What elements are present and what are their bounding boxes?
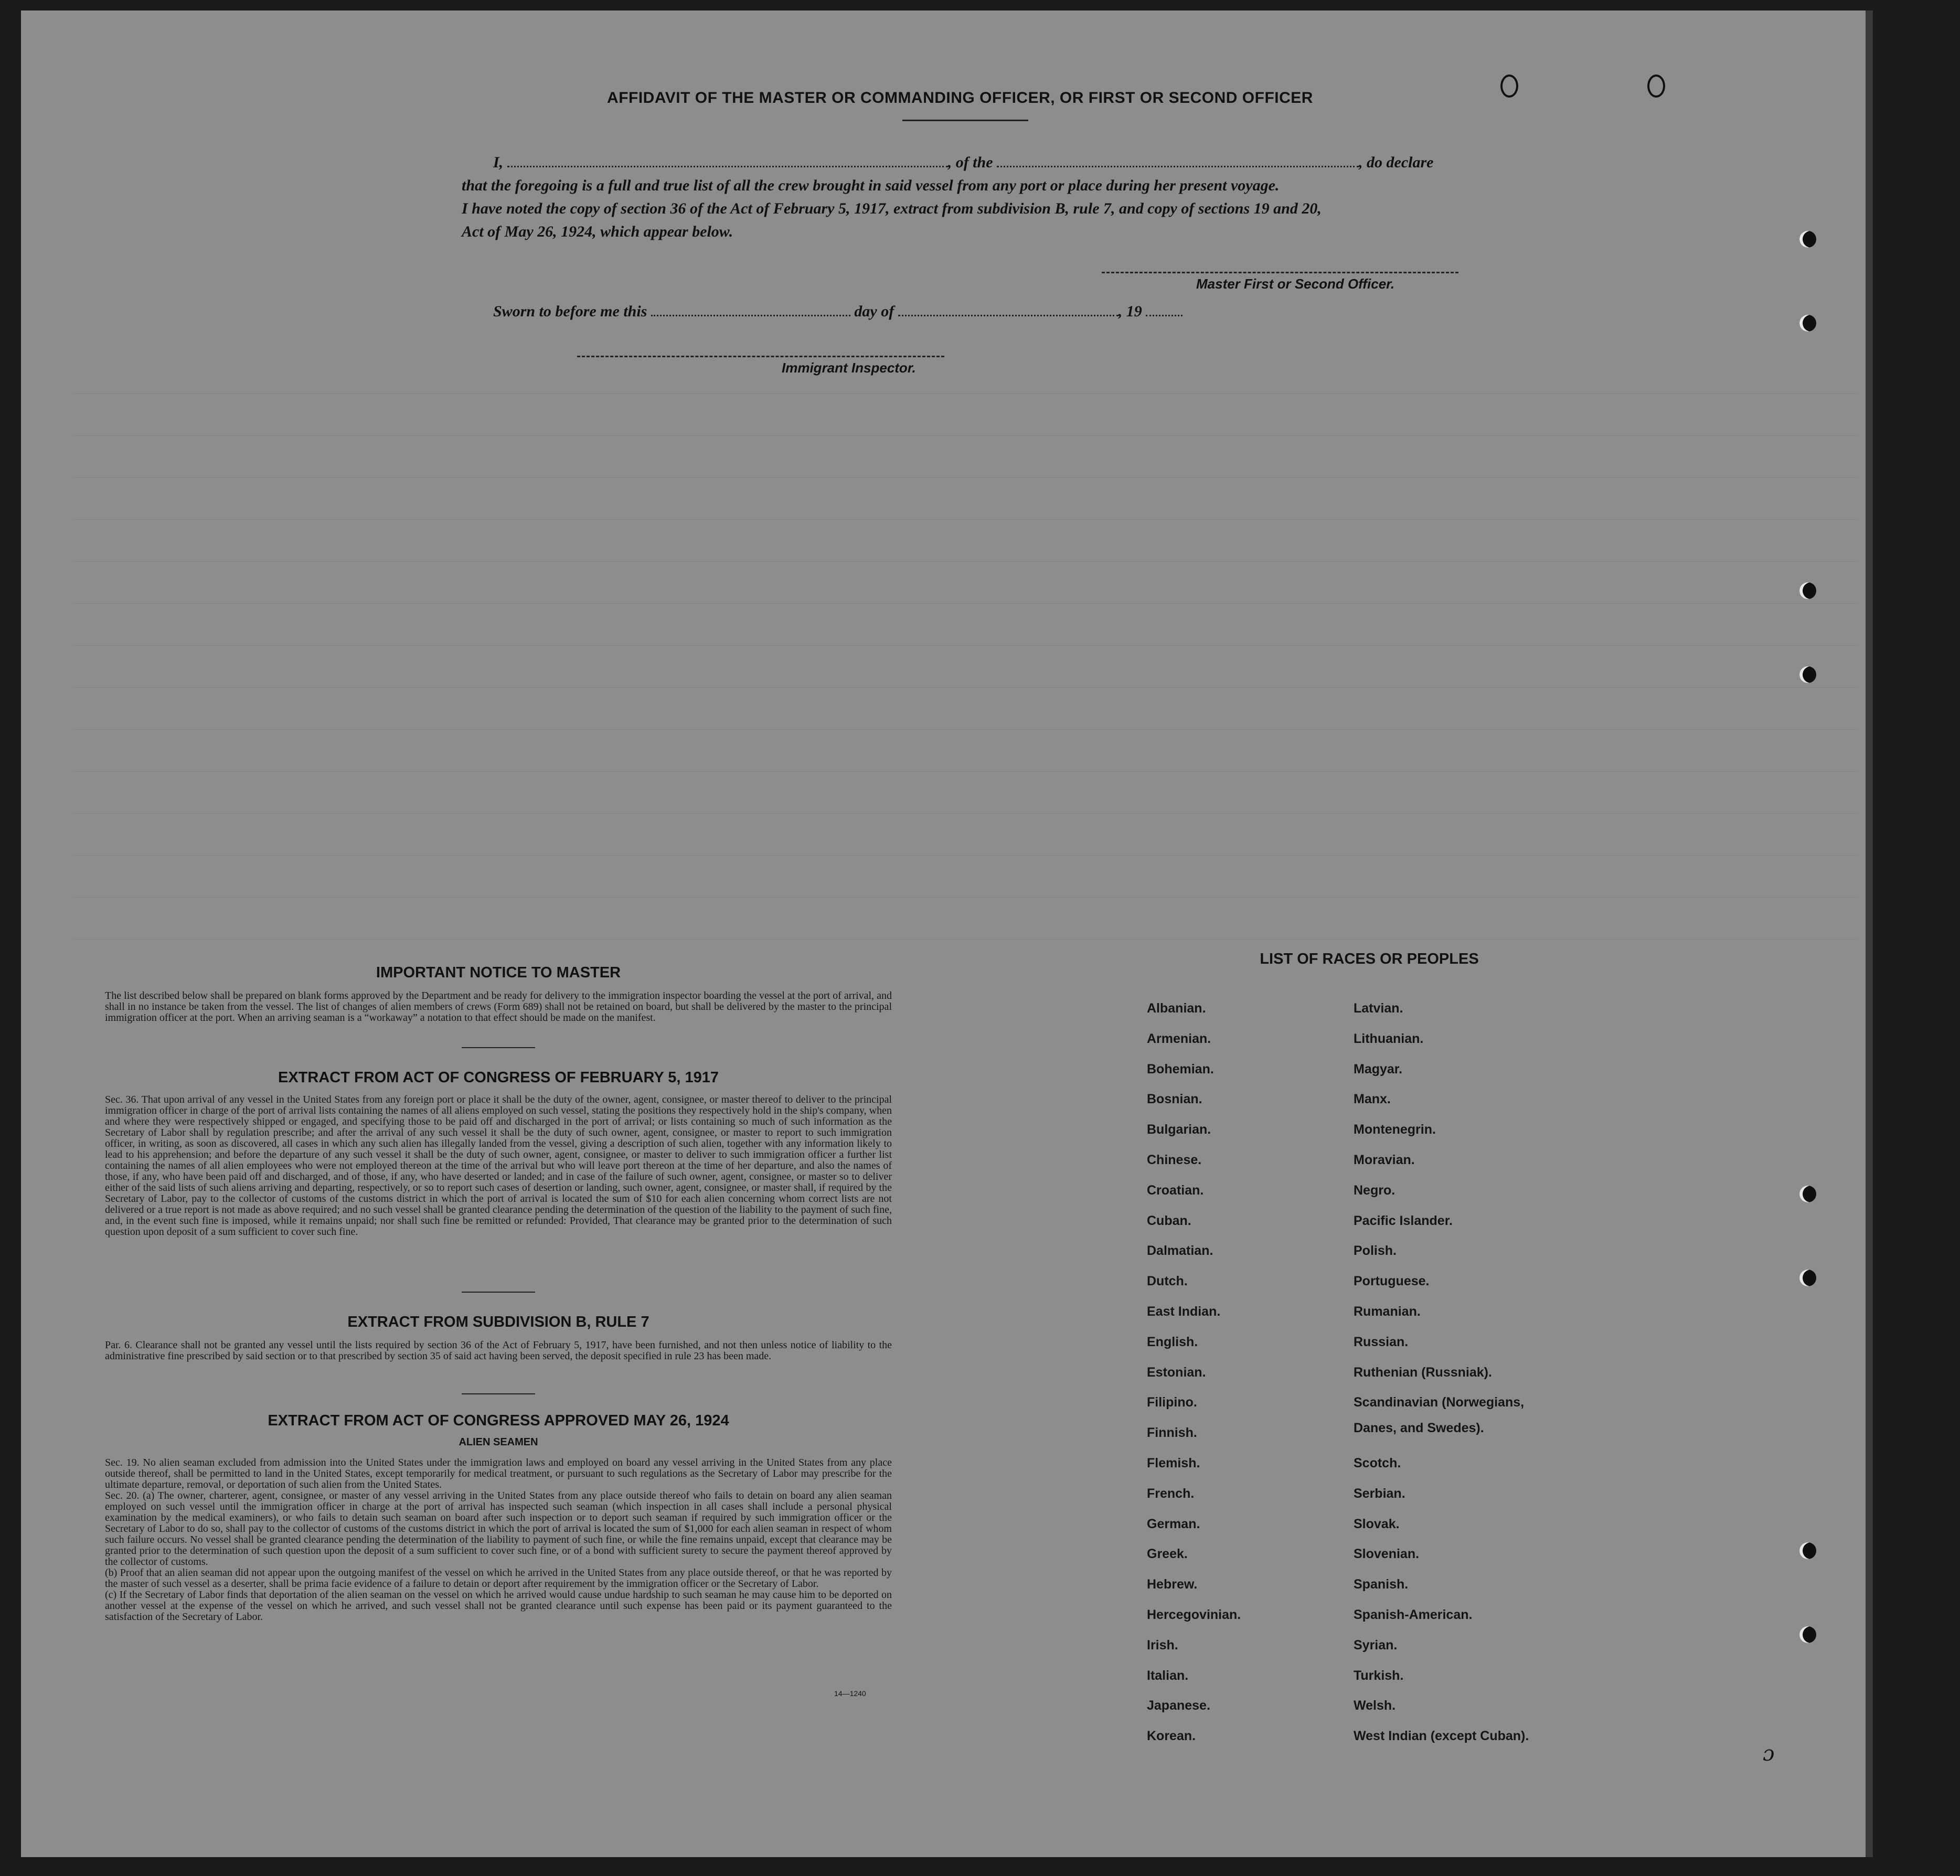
divider: [462, 1393, 535, 1394]
race-item: Albanian.: [1147, 1001, 1206, 1016]
circle-mark: [1647, 74, 1665, 98]
races-heading: LIST OF RACES OR PEOPLES: [1260, 951, 1479, 967]
affidavit-title: AFFIDAVIT OF THE MASTER OR COMMANDING OFFICER, OR FIRST OR SECOND OFFICER: [607, 89, 1313, 106]
race-item: Cuban.: [1147, 1213, 1191, 1228]
race-item: Serbian.: [1354, 1486, 1405, 1501]
race-item: West Indian (except Cuban).: [1354, 1729, 1529, 1744]
race-item: Chinese.: [1147, 1153, 1202, 1167]
race-item: Croatian.: [1147, 1182, 1204, 1198]
sec20b-text: (b) Proof that an alien seaman did not appear upon the outgoing manifest of the vessel on which he arrived in the United States from any place outside thereof, or that he was reported by the master of such vessel as a deserter, shall be prima facie evidence of a failure to detain or deport after requirement by the immigration officer or the Secretary of Labor.: [105, 1567, 892, 1590]
race-item: Slovenian.: [1354, 1547, 1420, 1562]
race-item: Hercegovinian.: [1147, 1607, 1241, 1622]
race-item: Armenian.: [1147, 1031, 1211, 1046]
decl-declare: , do declare: [1359, 154, 1434, 171]
race-item: East Indian.: [1147, 1304, 1221, 1319]
sec20c-text: (c) If the Secretary of Labor finds that deportation of the alien seaman on the vessel on which he arrived would cause undue hardship to such seaman he may cause him to be deported on another vessel at the expense of the vessel on which he arrived, and such vessel shall not be granted clearance until such expense has been paid or its payment guaranteed to the satisfaction of the Secretary of Labor.: [105, 1589, 892, 1623]
race-item: English.: [1147, 1334, 1198, 1349]
race-item: Portuguese.: [1354, 1274, 1430, 1289]
race-item: Manx.: [1354, 1092, 1391, 1107]
declaration-line-1: [462, 151, 1479, 174]
notice-heading: IMPORTANT NOTICE TO MASTER: [376, 964, 621, 981]
race-item: Scandinavian (Norwegians,: [1354, 1395, 1525, 1410]
race-item: Irish.: [1147, 1637, 1178, 1653]
alien-seamen-subheading: ALIEN SEAMEN: [459, 1436, 538, 1448]
form-number: 14—1240: [834, 1689, 866, 1698]
sec20a-text: Sec. 20. (a) The owner, charterer, agent, consignee, or master of any vessel arriving in the United States from any place outside thereof who fails to detain on board any alien seaman employed on such vessel until the immigration officer in charge at the port of arrival has inspected such seaman (which inspection in all cases shall include a personal physical examination by the medical examiners), or who fails to detain such seaman on board after such inspection or to deport such seaman if required by such immigration officer or the Secretary of Labor to do so, shall pay to the collector of customs of the customs district in which the port of arrival is located the sum of $1,000 for each alien seaman in respect of whom such failure occurs. No vessel shall be granted clearance pending the determination of the liability to payment of such fine, or while the fine remains unpaid, except that clearance may be granted prior to the determination of such question upon the deposit of a sum sufficient to cover such fine, or of a bond with sufficient surety to secure the payment thereof approved by the collector of customs.: [105, 1490, 892, 1568]
sec19-text: Sec. 19. No alien seaman excluded from admission into the United States under the immigration laws and employed on board any vessel arriving in the United States from any place outside thereof, shall be permitted to land in the United States, except temporarily for medical treatment, or pursuant to such regulations as the Secretary of Labor may prescribe for the ultimate departure, removal, or deportation of such alien from the United States.: [105, 1457, 892, 1490]
punch-hole: [1799, 231, 1816, 248]
title-rule: [902, 120, 1028, 121]
race-item: Bulgarian.: [1147, 1122, 1211, 1137]
sworn-line: [462, 300, 1479, 323]
race-item: Rumanian.: [1354, 1304, 1421, 1319]
declaration-line-3: I have noted the copy of section 36 of the Act of February 5, 1917, extract from subdivision B, rule 7, and copy of sections 19 and 20,: [462, 200, 1322, 217]
circle-mark: [1500, 74, 1518, 98]
punch-hole: [1799, 1626, 1816, 1643]
race-item: Syrian.: [1354, 1637, 1398, 1653]
punch-hole: [1799, 1186, 1816, 1202]
declaration-line-4: Act of May 26, 1924, which appear below.: [462, 223, 733, 240]
punch-hole: [1799, 1270, 1816, 1286]
divider: [462, 1047, 535, 1048]
punch-hole: [1799, 582, 1816, 599]
race-item: Montenegrin.: [1354, 1122, 1436, 1137]
race-item: Dalmatian.: [1147, 1243, 1213, 1259]
race-item: Latvian.: [1354, 1001, 1403, 1016]
race-item: Japanese.: [1147, 1698, 1210, 1713]
race-item: Flemish.: [1147, 1456, 1200, 1470]
race-item: Slovak.: [1354, 1516, 1400, 1531]
extract-1924-heading: EXTRACT FROM ACT OF CONGRESS APPROVED MAY 26, 1924: [268, 1412, 729, 1429]
race-item: Spanish-American.: [1354, 1607, 1473, 1622]
race-item: Estonian.: [1147, 1365, 1206, 1380]
race-item: Filipino.: [1147, 1395, 1197, 1410]
race-item: Bohemian.: [1147, 1061, 1214, 1076]
vessel-blank[interactable]: [997, 154, 1359, 167]
handwritten-mark: ɔ: [1763, 1742, 1775, 1766]
punch-hole: [1799, 315, 1816, 332]
divider: [462, 1292, 535, 1293]
decl-i: I,: [493, 154, 504, 171]
sworn-year-label: , 19: [1118, 303, 1142, 320]
race-item: Welsh.: [1354, 1698, 1396, 1713]
race-item: Pacific Islander.: [1354, 1213, 1453, 1228]
manifest-page: [21, 10, 1873, 1857]
punch-hole: [1799, 1542, 1816, 1559]
race-item: Negro.: [1354, 1182, 1396, 1198]
sworn-year-blank[interactable]: [1146, 303, 1183, 316]
decl-of-the: , of the: [947, 154, 993, 171]
race-item: Dutch.: [1147, 1274, 1188, 1289]
race-item: Korean.: [1147, 1729, 1196, 1744]
race-item: Bosnian.: [1147, 1092, 1202, 1107]
extract-rule7-heading: EXTRACT FROM SUBDIVISION B, RULE 7: [347, 1314, 649, 1330]
extract-1924-text: [105, 1457, 892, 1623]
sworn-prefix: Sworn to before me this: [493, 303, 647, 320]
race-item: Finnish.: [1147, 1425, 1197, 1441]
name-blank[interactable]: [507, 154, 948, 167]
race-item: Moravian.: [1354, 1153, 1415, 1167]
inspector-signature-line[interactable]: [577, 356, 944, 357]
race-item: Greek.: [1147, 1547, 1188, 1562]
race-item: German.: [1147, 1516, 1200, 1531]
race-item: Danes, and Swedes).: [1354, 1421, 1484, 1435]
master-signature-line[interactable]: [1102, 272, 1458, 273]
race-item: Italian.: [1147, 1668, 1189, 1683]
extract-1917-text: Sec. 36. That upon arrival of any vessel in the United States from any foreign port or place it shall be the duty of the owner, agent, consignee, or master thereof to deliver to the principal immigration officer in charge of the port of arrival lists containing the names of all aliens employed on such vessel, stating the positions they respectively hold in the ship's company, when and where they were respectively shipped or engaged, and specifying those to be paid off and discharged in the port of arrival; or lists containing so much of such information as the Secretary of Labor shall by regulation prescribe; and after the arrival of any such vessel it shall be the duty of such owner, agent, consignee, or master to report to such immigration officer, in writing, as soon as discovered, all cases in which any such alien has illegally landed from the vessel, giving a description of such alien, together with any information likely to lead to his apprehension; and before the departure of any such vessel it shall be the duty of such owner, agent, consignee, or master to deliver to such immigration officer a further list containing the names of all alien employees who were not employed thereon at the time of the arrival but who will leave port thereon at the time of her departure, and also the names of those, if any, who have been paid off and discharged, and of those, if any, who have deserted or landed; and in case of the failure of such owner, agent, consignee, or master so to deliver either of the said lists of such aliens arriving and departing, respectively, or so to report such cases of desertion or landing, such owner, agent, consignee, or master shall, if required by the Secretary of Labor, pay to the collector of customs of the customs district in which the port of arrival is located the sum of $10 for each alien concerning whom correct lists are not delivered or a true report is not made as above required; and no such vessel shall be granted clearance pending the determination of the question of the liability to the payment of such fine, and, in the event such fine is imposed, while it remains unpaid; nor shall such fine be remitted or refunded: Provided, That clearance may be granted prior to the determination of such question upon deposit of a sum sufficient to cover such fine.: [105, 1094, 892, 1238]
race-item: Ruthenian (Russniak).: [1354, 1365, 1492, 1380]
extract-rule7-text: Par. 6. Clearance shall not be granted any vessel until the lists required by section 36 of the Act of February 5, 1917, have been furnished, and not then unless notice of liability to the administrative fine prescribed by said section or to that prescribed by section 35 of said act having been served, the deposit specified in rule 23 has been made.: [105, 1339, 892, 1362]
master-label: Master First or Second Officer.: [1196, 276, 1395, 292]
race-item: French.: [1147, 1486, 1195, 1501]
race-item: Polish.: [1354, 1243, 1397, 1259]
race-item: Scotch.: [1354, 1456, 1401, 1470]
sworn-day-label: day of: [854, 303, 894, 320]
race-item: Turkish.: [1354, 1668, 1404, 1683]
declaration-line-2: that the foregoing is a full and true list of all the crew brought in said vessel from any port or place during her present voyage.: [462, 177, 1280, 194]
race-item: Magyar.: [1354, 1061, 1403, 1076]
punch-hole: [1799, 666, 1816, 683]
race-item: Russian.: [1354, 1334, 1409, 1349]
extract-1917-heading: EXTRACT FROM ACT OF CONGRESS OF FEBRUARY 5, 1917: [278, 1069, 719, 1086]
race-item: Lithuanian.: [1354, 1031, 1424, 1046]
sworn-month-blank[interactable]: [898, 303, 1119, 316]
inspector-label: Immigrant Inspector.: [782, 360, 916, 376]
notice-text: The list described below shall be prepared on blank forms approved by the Department and be ready for delivery to the immigration inspector boarding the vessel at the port of arrival, and shall in no instance be taken from the vessel. The list of changes of alien members of crews (Form 689) shall not be retained on board, but shall be delivered by the master to the principal immigration officer at the port. When an arriving seaman is a “workaway” a notation to that effect should be made on the manifest.: [105, 990, 892, 1024]
race-item: Spanish.: [1354, 1577, 1409, 1592]
sworn-day-blank[interactable]: [651, 303, 850, 316]
race-item: Hebrew.: [1147, 1577, 1198, 1592]
